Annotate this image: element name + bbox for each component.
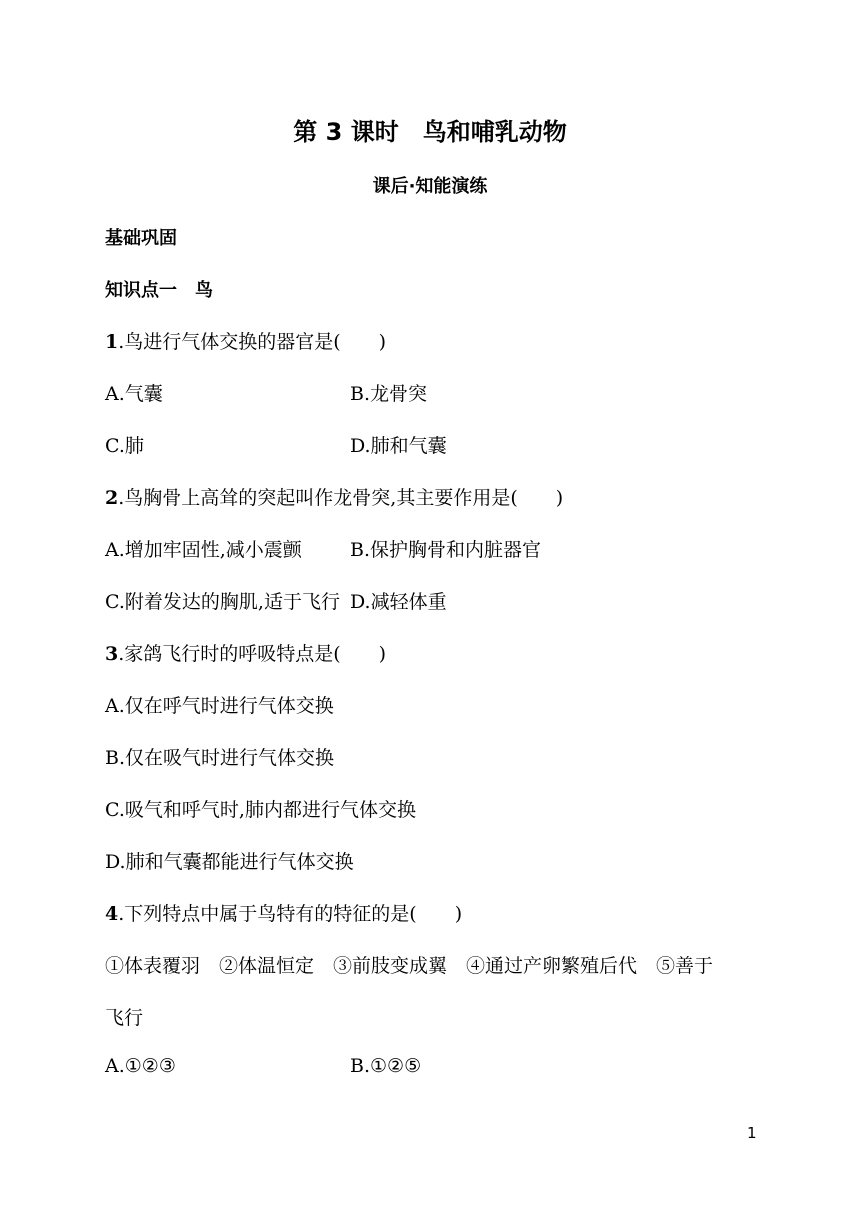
q4-items-line-1: ①体表覆羽 ②体温恒定 ③前肢变成翼 ④通过产卵繁殖后代 ⑤善于	[105, 955, 714, 977]
question-number: 4	[105, 903, 119, 925]
question-text: .鸟进行气体交换的器官是( )	[118, 331, 387, 353]
question-number: 3	[105, 643, 119, 665]
q3-option-a: A.仅在呼气时进行气体交换	[105, 695, 334, 717]
topic-heading: 知识点一 鸟	[105, 280, 213, 301]
q2-option-a: A.增加牢固性,减小震颤	[105, 539, 302, 561]
q2-option-d: D.减轻体重	[350, 591, 447, 613]
question-text: .下列特点中属于鸟特有的特征的是( )	[118, 903, 463, 925]
q3-option-b: B.仅在吸气时进行气体交换	[105, 747, 335, 769]
q1-option-b: B.龙骨突	[350, 383, 428, 405]
page-title: 第 3 课时 鸟和哺乳动物	[293, 118, 567, 146]
question-text: .鸟胸骨上高耸的突起叫作龙骨突,其主要作用是( )	[118, 487, 564, 509]
question-4	[105, 899, 462, 926]
q4-items-line-2: 飞行	[105, 1007, 144, 1029]
question-number: 1	[105, 331, 119, 353]
q1-option-a: A.气囊	[105, 383, 163, 405]
page-subtitle: 课后·知能演练	[372, 176, 488, 197]
q3-option-c: C.吸气和呼气时,肺内都进行气体交换	[105, 799, 416, 821]
q2-option-c: C.附着发达的胸肌,适于飞行	[105, 591, 340, 613]
question-2	[105, 483, 563, 510]
q4-option-b: B.①②⑤	[350, 1055, 422, 1077]
q1-option-d: D.肺和气囊	[350, 435, 447, 457]
question-1	[105, 327, 386, 354]
page-number: 1	[747, 1124, 757, 1142]
question-text: .家鸽飞行时的呼吸特点是( )	[118, 643, 387, 665]
q4-option-a: A.①②③	[105, 1055, 176, 1077]
q2-option-b: B.保护胸骨和内脏器官	[350, 539, 542, 561]
question-3	[105, 639, 386, 666]
section-heading: 基础巩固	[105, 228, 177, 249]
question-number: 2	[105, 487, 119, 509]
q3-option-d: D.肺和气囊都能进行气体交换	[105, 851, 354, 873]
q1-option-c: C.肺	[105, 435, 144, 457]
